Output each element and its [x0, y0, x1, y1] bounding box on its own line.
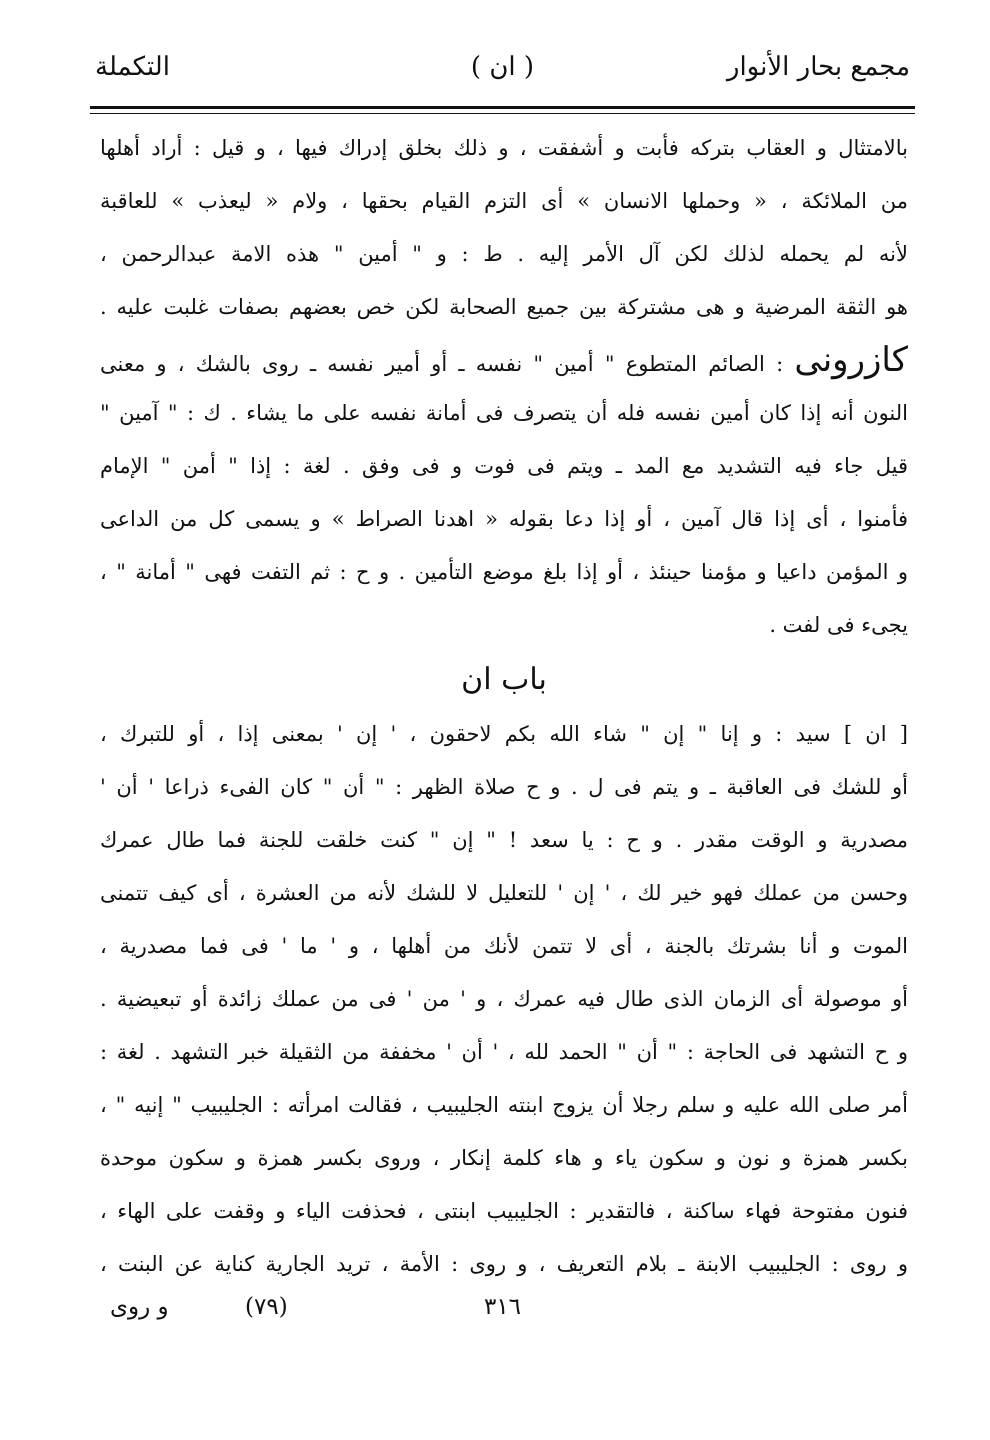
text-line: يجىء فى لفت . — [769, 613, 908, 637]
text-line: بالامتثال و العقاب بتركه فأبت و أشفقت ، و ذلك بخلق إدراك فيها ، و قيل : أراد أهلها — [100, 136, 908, 160]
text-line — [100, 334, 908, 387]
text-line: [ ان ] سيد : و إنا " إن " شاء الله بكم لاحقون ، ' إن ' بمعنى إذا ، أو للتبرك ، — [100, 722, 908, 746]
text-line: هو الثقة المرضية و هى مشتركة بين جميع الصحابة لكن خص بعضهم بصفات غلبت عليه . — [100, 295, 908, 319]
header-rule-thin — [90, 113, 915, 114]
text-line: وحسن من عملك فهو خير لك ، ' إن ' للتعليل لا للشك لأنه من العشرة ، أى كيف تتمنى — [100, 881, 908, 905]
text-line: من الملائكة ، « وحملها الانسان » أى التزم القيام بحقها ، ولام « ليعذب » للعاقبة — [100, 189, 908, 213]
text-line: فأمنوا ، أى إذا قال آمين ، أو إذا دعا بقوله « اهدنا الصراط » و يسمى كل من الداعى — [100, 507, 908, 531]
text-line: و ح التشهد فى الحاجة : " أن " الحمد لله ، ' أن ' مخففة من الثقيلة خبر التشهد . لغة : — [100, 1040, 908, 1064]
text-line-rest: : الصائم المتطوع " أمين " نفسه ـ أو أمير نفسه ـ روى بالشك ، و معنى — [100, 352, 784, 376]
section-name: التكملة — [95, 52, 170, 82]
text-line: لأنه لم يحمله لذلك لكن آل الأمر إليه . ط : و " أمين " هذه الامة عبدالرحمن ، — [100, 242, 908, 266]
root-heading: ( ان ) — [470, 52, 535, 82]
running-header — [95, 52, 910, 100]
header-rule-thick — [90, 106, 915, 109]
section-title: باب ان — [461, 662, 547, 697]
source-label-kazaruni: كازرونى — [794, 340, 908, 380]
text-line: مصدرية و الوقت مقدر . و ح : يا سعد ! " إن " كنت خلقت للجنة فما طال عمرك — [100, 828, 908, 852]
catchword: و روى — [110, 1294, 169, 1320]
text-line: أو للشك فى العاقبة ـ و يتم فى ل . و ح صلاة الظهر : " أن " كان الفىء ذراعا ' أن ' — [100, 775, 908, 799]
text-line: و روى : الجليبيب الابنة ـ بلام التعريف ، و روى : الأمة ، تريد الجارية كناية عن البنت ، — [100, 1252, 908, 1276]
main-text — [100, 122, 908, 1291]
page-number: ٣١٦ — [483, 1294, 522, 1320]
text-line: أمر صلى الله عليه و سلم رجلا أن يزوج ابنته الجليبيب ، فقالت امرأته : الجليبيب " إنيه " ، — [100, 1093, 908, 1117]
text-line: بكسر همزة و نون و سكون ياء و هاء كلمة إنكار ، وروى بكسر همزة و سكون موحدة — [100, 1146, 908, 1170]
text-line: أو موصولة أى الزمان الذى طال فيه عمرك ، و ' من ' فى من عملك زائدة أو تبعيضية . — [100, 987, 908, 1011]
text-line: قيل جاء فيه التشديد مع المد ـ ويتم فى فوت و فى وفق . لغة : إذا " أمن " الإمام — [100, 454, 908, 478]
text-line: النون أنه إذا كان أمين نفسه فله أن يتصرف فى أمانة نفسه على ما يشاء . ك : " آمين " — [100, 401, 908, 425]
text-line: الموت و أنا بشرتك بالجنة ، أى لا تتمن لأنك من أهلها ، و ' ما ' فى فما مصدرية ، — [100, 934, 908, 958]
text-line: فنون مفتوحة فهاء ساكنة ، فالتقدير : الجليبيب ابنتى ، فحذفت الياء و وقفت على الهاء ، — [100, 1199, 908, 1223]
book-title: مجمع بحار الأنوار — [726, 52, 910, 82]
signature-mark: (٧٩) — [245, 1294, 288, 1320]
text-line: و المؤمن داعيا و مؤمنا حينئذ ، أو إذا بلغ موضع التأمين . و ح : ثم التفت فهى " أمانة " ، — [100, 560, 908, 584]
page-footer — [95, 1294, 910, 1334]
